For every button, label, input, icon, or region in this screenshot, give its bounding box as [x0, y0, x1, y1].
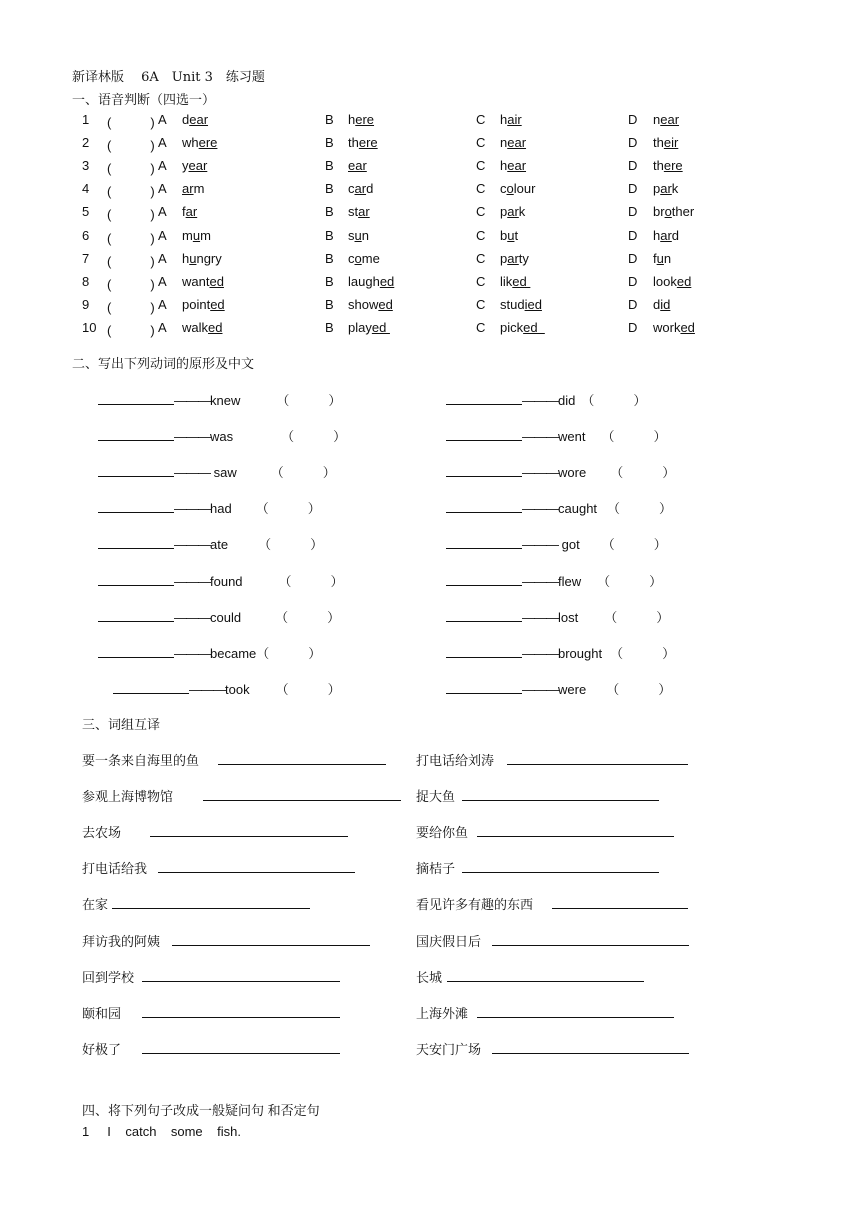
verb-row	[446, 498, 672, 518]
past-tense-word: lost	[558, 609, 579, 625]
translation-blank[interactable]	[142, 969, 340, 982]
option-letter-b: B	[325, 158, 334, 174]
phonics-row	[0, 297, 860, 317]
base-form-blank[interactable]	[98, 392, 174, 405]
dash-separator: ———	[522, 537, 558, 553]
verb-row	[446, 390, 646, 410]
chinese-meaning-blank[interactable]: （ ）	[610, 645, 676, 661]
worksheet-title: 新译林版 6A Unit 3 练习题	[72, 70, 265, 85]
translation-blank[interactable]	[218, 752, 386, 765]
row-number: 4	[82, 181, 90, 197]
section3-heading: 三、词组互译	[82, 717, 161, 732]
option-letter-a: A	[158, 158, 167, 174]
base-form-blank[interactable]	[98, 609, 174, 622]
phrase-prompt: 国庆假日后	[416, 933, 482, 949]
option-word-d: fun	[653, 250, 672, 266]
dash-separator: ———	[522, 681, 558, 697]
option-word-d: looked	[653, 273, 692, 289]
option-letter-a: A	[158, 135, 167, 151]
base-form-blank[interactable]	[446, 536, 522, 549]
verb-row	[446, 571, 662, 591]
translation-blank[interactable]	[142, 1041, 340, 1054]
base-form-blank[interactable]	[113, 681, 189, 694]
base-form-blank[interactable]	[98, 645, 174, 658]
option-word-c: park	[500, 204, 526, 220]
option-letter-a: A	[158, 112, 167, 127]
row-number: 5	[82, 204, 90, 220]
option-word-b: ear	[348, 158, 367, 174]
dash-separator: ———	[522, 465, 558, 481]
option-word-c: studied	[500, 296, 542, 312]
base-form-blank[interactable]	[98, 500, 174, 513]
verb-row	[98, 534, 323, 554]
answer-blank[interactable]: ( )	[107, 299, 155, 315]
verb-row	[446, 426, 666, 446]
option-word-b: here	[348, 112, 375, 127]
option-word-a: pointed	[182, 296, 225, 312]
phrase-prompt: 要一条来自海里的鱼	[82, 753, 200, 768]
phonics-row	[0, 228, 860, 248]
option-letter-b: B	[325, 181, 334, 197]
verb-row	[446, 679, 671, 699]
section2-heading: 二、写出下列动词的原形及中文	[72, 356, 255, 371]
past-tense-word: was	[210, 429, 234, 445]
verb-row	[446, 643, 675, 663]
phonics-row	[0, 274, 860, 294]
translation-blank[interactable]	[462, 788, 659, 801]
verb-row	[98, 498, 321, 518]
dash-separator: ———	[522, 501, 558, 517]
phrase-prompt: 天安门广场	[416, 1041, 482, 1057]
option-word-c: near	[500, 135, 527, 151]
option-word-d: near	[653, 112, 680, 127]
phrase-prompt: 长城	[416, 969, 443, 985]
option-word-a: arm	[182, 181, 205, 197]
option-word-d: did	[653, 296, 671, 312]
past-tense-word: knew	[210, 393, 241, 408]
dash-separator: ———	[522, 645, 558, 661]
dash-separator: ———	[174, 429, 210, 445]
option-letter-d: D	[628, 158, 638, 174]
option-letter-a: A	[158, 181, 167, 197]
phrase-prompt: 要给你鱼	[416, 825, 469, 841]
verb-row	[446, 462, 675, 482]
option-word-d: hard	[653, 227, 680, 243]
option-letter-a: A	[158, 296, 167, 312]
option-word-c: colour	[500, 181, 536, 197]
base-form-blank[interactable]	[446, 500, 522, 513]
dash-separator: ———	[522, 609, 558, 625]
row-number: 7	[82, 250, 90, 266]
chinese-meaning-blank[interactable]: （ ）	[610, 465, 676, 481]
option-letter-c: C	[476, 112, 486, 127]
option-letter-c: C	[476, 204, 486, 220]
answer-blank[interactable]: ( )	[107, 253, 155, 269]
chinese-meaning-blank[interactable]: （ ）	[597, 573, 663, 589]
answer-blank[interactable]: ( )	[107, 276, 155, 292]
chinese-meaning-blank[interactable]: （ ）	[275, 609, 341, 625]
translation-blank[interactable]	[172, 933, 370, 946]
option-word-c: party	[500, 250, 529, 266]
verb-row	[113, 679, 341, 699]
option-letter-d: D	[628, 227, 638, 243]
chinese-meaning-blank[interactable]: （ ）	[604, 609, 670, 625]
past-tense-word: wore	[558, 465, 587, 481]
option-word-b: come	[348, 250, 380, 266]
option-letter-a: A	[158, 250, 167, 266]
past-tense-word: got	[558, 537, 580, 553]
option-word-a: walked	[182, 319, 223, 335]
option-word-d: worked	[653, 319, 695, 335]
phrase-prompt: 去农场	[82, 825, 122, 841]
option-letter-a: A	[158, 273, 167, 289]
row-number: 2	[82, 135, 90, 151]
option-letter-d: D	[628, 204, 638, 220]
phrase-prompt: 看见许多有趣的东西	[416, 897, 534, 913]
option-letter-a: A	[158, 319, 167, 335]
chinese-meaning-blank[interactable]: （ ）	[255, 501, 321, 517]
dash-separator: ———	[174, 573, 210, 589]
option-letter-b: B	[325, 135, 334, 151]
phrase-prompt: 拜访我的阿姨	[82, 933, 161, 949]
option-letter-c: C	[476, 250, 486, 266]
verb-row	[446, 534, 667, 554]
row-number: 9	[82, 296, 90, 312]
option-word-b: laughed	[348, 273, 395, 289]
answer-blank[interactable]: ( )	[107, 184, 155, 200]
option-letter-b: B	[325, 112, 334, 127]
option-letter-c: C	[476, 273, 486, 289]
phrase-prompt: 捉大鱼	[416, 789, 456, 805]
option-word-d: their	[653, 135, 679, 151]
option-letter-b: B	[325, 204, 334, 220]
sentence-number: 1	[82, 1124, 90, 1139]
option-letter-c: C	[476, 319, 486, 335]
base-form-blank[interactable]	[98, 536, 174, 549]
row-number: 6	[82, 227, 90, 243]
phrase-prompt: 上海外滩	[416, 1005, 469, 1021]
past-tense-word: went	[558, 429, 586, 445]
option-word-c: hair	[500, 112, 522, 127]
past-tense-word: caught	[558, 501, 598, 517]
phrase-prompt: 打电话给刘涛	[416, 753, 495, 768]
answer-blank[interactable]: ( )	[107, 322, 155, 338]
translation-blank[interactable]	[158, 860, 355, 873]
phonics-row	[0, 181, 860, 201]
option-word-b: card	[348, 181, 374, 197]
phonics-row	[0, 158, 860, 178]
dash-separator: ———	[174, 465, 210, 481]
past-tense-word: took	[225, 681, 250, 697]
option-letter-b: B	[325, 273, 334, 289]
option-word-a: year	[182, 158, 208, 174]
option-letter-d: D	[628, 319, 638, 335]
chinese-meaning-blank[interactable]: （ ）	[278, 573, 344, 589]
option-word-b: played	[348, 319, 390, 335]
row-number: 8	[82, 273, 90, 289]
option-word-b: star	[348, 204, 370, 220]
base-form-blank[interactable]	[446, 681, 522, 694]
dash-separator: ———	[174, 537, 210, 553]
option-word-a: mum	[182, 227, 211, 243]
answer-blank[interactable]: ( )	[107, 207, 155, 223]
base-form-blank[interactable]	[446, 428, 522, 441]
base-form-blank[interactable]	[446, 392, 522, 405]
option-word-b: there	[348, 135, 378, 151]
section4-heading: 四、将下列句子改成一般疑问句 和否定句	[82, 1103, 320, 1118]
option-letter-a: A	[158, 204, 167, 220]
verb-row	[446, 607, 669, 627]
chinese-meaning-blank[interactable]: （ ）	[581, 393, 647, 408]
option-letter-d: D	[628, 181, 638, 197]
option-word-c: picked	[500, 319, 545, 335]
chinese-meaning-blank[interactable]: （ ）	[606, 681, 672, 697]
phrase-prompt: 在家	[82, 897, 109, 913]
verb-row	[98, 462, 336, 482]
base-form-blank[interactable]	[446, 645, 522, 658]
translation-blank[interactable]	[112, 896, 310, 909]
past-tense-word: became	[210, 645, 257, 661]
option-letter-d: D	[628, 273, 638, 289]
section1-heading: 一、语音判断（四选一）	[72, 92, 216, 107]
past-tense-word: could	[210, 609, 242, 625]
option-word-d: there	[653, 158, 683, 174]
translation-blank[interactable]	[447, 969, 644, 982]
option-word-a: hungry	[182, 250, 222, 266]
base-form-blank[interactable]	[98, 428, 174, 441]
answer-blank[interactable]: ( )	[107, 138, 155, 154]
dash-separator: ———	[189, 681, 225, 697]
base-form-blank[interactable]	[98, 573, 174, 586]
dash-separator: ———	[522, 573, 558, 589]
translation-blank[interactable]	[142, 1005, 340, 1018]
option-word-d: brother	[653, 204, 695, 220]
phrase-prompt: 参观上海博物馆	[82, 789, 174, 805]
option-word-b: showed	[348, 296, 393, 312]
dash-separator: ———	[522, 429, 558, 445]
verb-row	[98, 643, 321, 663]
option-letter-d: D	[628, 250, 638, 266]
option-word-d: park	[653, 181, 679, 197]
base-form-blank[interactable]	[446, 464, 522, 477]
row-number: 3	[82, 158, 90, 174]
past-tense-word: were	[558, 681, 587, 697]
verb-row	[98, 390, 341, 410]
translation-blank[interactable]	[492, 1041, 689, 1054]
past-tense-word: brought	[558, 645, 603, 661]
sentence-item	[82, 1124, 241, 1139]
phrase-prompt: 摘桔子	[416, 861, 456, 877]
verb-row	[98, 607, 340, 627]
chinese-meaning-blank[interactable]: （ ）	[281, 429, 347, 445]
option-letter-d: D	[628, 135, 638, 151]
option-word-c: liked	[500, 273, 531, 289]
sentence-text: I catch some fish.	[107, 1124, 241, 1139]
option-letter-c: C	[476, 158, 486, 174]
option-letter-c: C	[476, 181, 486, 197]
base-form-blank[interactable]	[98, 464, 174, 477]
option-letter-c: C	[476, 227, 486, 243]
chinese-meaning-blank[interactable]: （ ）	[256, 645, 322, 661]
answer-blank[interactable]: ( )	[107, 161, 155, 177]
phonics-row	[0, 112, 860, 132]
dash-separator: ———	[174, 393, 210, 408]
answer-blank[interactable]: ( )	[107, 115, 155, 130]
chinese-meaning-blank[interactable]: （ ）	[276, 393, 342, 408]
phonics-row	[0, 135, 860, 155]
option-word-b: sun	[348, 227, 369, 243]
chinese-meaning-blank[interactable]: （ ）	[258, 537, 324, 553]
past-tense-word: ate	[210, 537, 229, 553]
phrase-prompt: 回到学校	[82, 969, 135, 985]
option-letter-b: B	[325, 227, 334, 243]
chinese-meaning-blank[interactable]: （ ）	[601, 537, 667, 553]
past-tense-word: had	[210, 501, 232, 517]
option-letter-b: B	[325, 250, 334, 266]
base-form-blank[interactable]	[446, 609, 522, 622]
chinese-meaning-blank[interactable]: （ ）	[601, 429, 667, 445]
option-word-a: far	[182, 204, 198, 220]
past-tense-word: found	[210, 573, 243, 589]
option-word-c: but	[500, 227, 519, 243]
past-tense-word: saw	[210, 465, 237, 481]
translation-blank[interactable]	[507, 752, 688, 765]
translation-blank[interactable]	[477, 824, 674, 837]
phonics-row	[0, 320, 860, 340]
row-number: 1	[82, 112, 90, 127]
dash-separator: ———	[522, 393, 558, 408]
translation-blank[interactable]	[462, 860, 659, 873]
dash-separator: ———	[174, 609, 210, 625]
phrase-prompt: 好极了	[82, 1041, 122, 1057]
chinese-meaning-blank[interactable]: （ ）	[275, 681, 341, 697]
row-number: 10	[82, 319, 97, 335]
past-tense-word: flew	[558, 573, 582, 589]
option-word-a: wanted	[182, 273, 224, 289]
translation-blank[interactable]	[552, 896, 688, 909]
phrase-prompt: 颐和园	[82, 1005, 122, 1021]
past-tense-word: did	[558, 393, 576, 408]
option-letter-d: D	[628, 112, 638, 127]
answer-blank[interactable]: ( )	[107, 230, 155, 246]
dash-separator: ———	[174, 645, 210, 661]
translation-blank[interactable]	[492, 933, 689, 946]
option-letter-a: A	[158, 227, 167, 243]
option-letter-b: B	[325, 319, 334, 335]
phrase-prompt: 打电话给我	[82, 861, 148, 877]
verb-row	[98, 426, 346, 446]
phonics-row	[0, 204, 860, 224]
translation-blank[interactable]	[150, 824, 348, 837]
dash-separator: ———	[174, 501, 210, 517]
option-letter-c: C	[476, 296, 486, 312]
translation-blank[interactable]	[203, 788, 401, 801]
chinese-meaning-blank[interactable]: （ ）	[270, 465, 336, 481]
option-letter-d: D	[628, 296, 638, 312]
translation-blank[interactable]	[477, 1005, 674, 1018]
option-letter-c: C	[476, 135, 486, 151]
chinese-meaning-blank[interactable]: （ ）	[607, 501, 673, 517]
option-word-a: where	[182, 135, 218, 151]
option-word-a: dear	[182, 112, 209, 127]
phonics-row	[0, 251, 860, 271]
option-letter-b: B	[325, 296, 334, 312]
verb-row	[98, 571, 344, 591]
option-word-c: hear	[500, 158, 527, 174]
base-form-blank[interactable]	[446, 573, 522, 586]
